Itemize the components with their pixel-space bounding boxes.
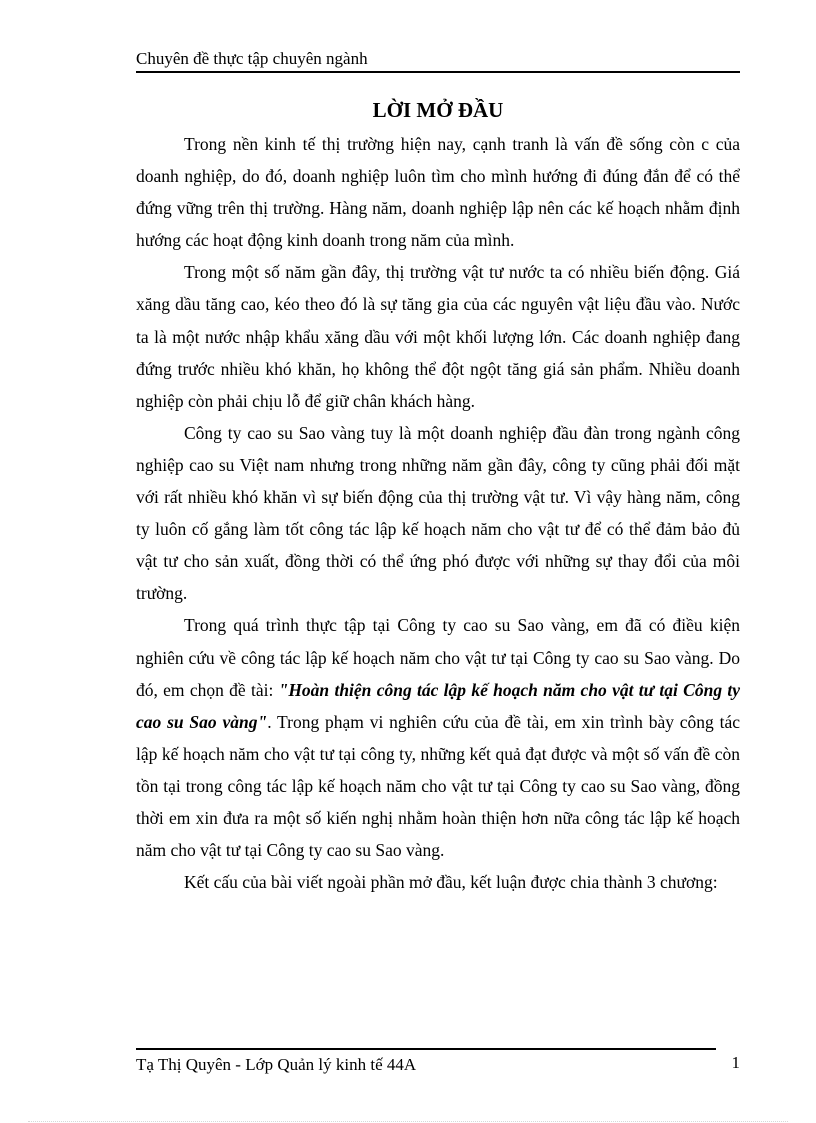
paragraph-5: Kết cấu của bài viết ngoài phần mở đầu, kết luận được chia thành 3 chương: [184,872,718,893]
paragraph-4 [136,609,740,866]
page-boundary [28,1121,788,1122]
paragraph-4-rest: . Trong phạm vi nghiên cứu của đề tài, em xin trình bày công tác lập kế hoạch năm cho vật tư tại công ty, những kết quả đạt được và một số vấn đề còn tồn tại trong công tác lập kế hoạch năm cho vật tư tại Công ty cao su Sao vàng, đồng thời em xin đưa ra một số kiến nghị nhằm hoàn thiện hơn nữa công tác lập kế hoạch năm cho vật tư tại Công ty cao su Sao vàng. [136,711,740,861]
page-header [136,47,740,73]
paragraph-1: Trong nền kinh tế thị trường hiện nay, cạnh tranh là vấn đề sống còn c của doanh nghiệp, do đó, doanh nghiệp luôn tìm cho mình hướng đi đúng đắn để có thể đứng vững trên thị trường. Hàng năm, doanh nghiệp lập nên các kế hoạch nhằm định hướng các hoạt động kinh doanh trong năm của mình. [136,134,740,251]
footer-author: Tạ Thị Quyên - Lớp Quản lý kinh tế 44A [136,1055,417,1074]
header-text: Chuyên đề thực tập chuyên ngành [136,49,368,68]
paragraph-2: Trong một số năm gần đây, thị trường vật tư nước ta có nhiều biến động. Giá xăng dầu tăng cao, kéo theo đó là sự tăng gia của các nguyên vật liệu đầu vào. Nước ta là một nước nhập khẩu xăng dầu với một khối lượng lớn. Các doanh nghiệp đang đứng trước nhiều khó khăn, họ không thể đột ngột tăng giá sản phẩm. Nhiều doanh nghiệp còn phải chịu lỗ để giữ chân khách hàng. [136,262,740,411]
document-body [136,128,740,898]
paragraph-3: Công ty cao su Sao vàng tuy là một doanh nghiệp đầu đàn trong ngành công nghiệp cao su Việt nam nhưng trong những năm gần đây, công ty cũng phải đối mặt với rất nhiều khó khăn vì sự biến động của thị trường vật tư. Vì vậy hàng năm, công ty luôn cố gắng làm tốt công tác lập kế hoạch năm cho vật tư để có thể đảm bảo đủ vật tư cho sản xuất, đồng thời có thể ứng phó được với những sự thay đổi của môi trường. [136,422,740,604]
section-title: LỜI MỞ ĐẦU [372,98,504,122]
footer-divider [136,1048,716,1050]
thesis-topic: "Hoàn thiện công tác lập kế hoạch năm cho vật tư tại Công ty cao su Sao vàng" [136,679,740,732]
paragraph-4-intro: Trong quá trình thực tập tại Công ty cao su Sao vàng, em đã có điều kiện nghiên cứu về công tác lập kế hoạch năm cho vật tư tại Công ty cao su Sao vàng. Do đó, em chọn đề tài: [136,615,740,700]
page-number: 1 [731,1053,740,1072]
